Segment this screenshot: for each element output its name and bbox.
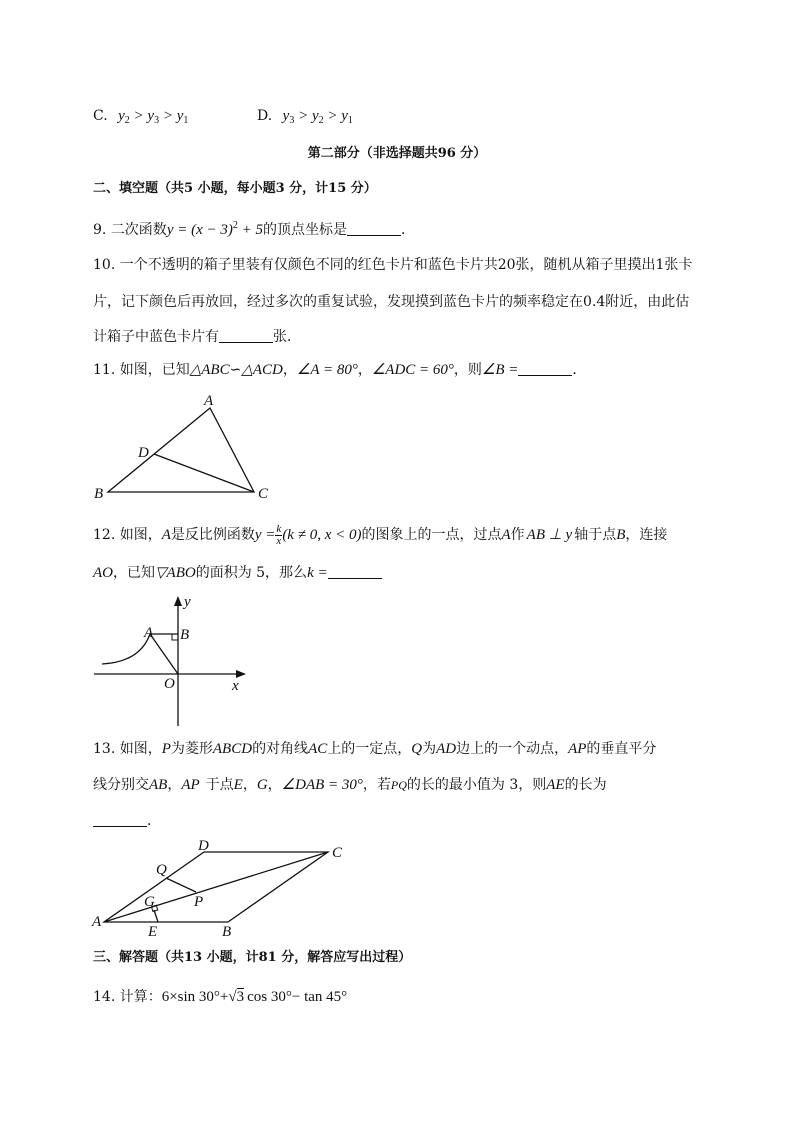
section3-title: 三、解答题（共13 小题，计81 分，解答应写出过程） bbox=[93, 950, 412, 965]
section2-title: 二、填空题（共5 小题，每小题3 分，计15 分） bbox=[93, 181, 377, 196]
q9-number: 9. bbox=[93, 222, 107, 238]
q13-line-2: 线分别交AB，AP 于点E，G，∠DAB = 30°，若PQ的长的最小值为 3，则AE的长为 bbox=[93, 777, 607, 793]
q10-line-1: 10. 一个不透明的箱子里装有仅颜色不同的红色卡片和蓝色卡片共20张，随机从箱子里摸出1张卡 bbox=[93, 257, 693, 273]
segment-ge bbox=[154, 910, 158, 922]
label-d: D bbox=[138, 445, 149, 461]
segment-dc bbox=[154, 454, 254, 492]
q12-line-2: AO，已知▽ABO的面积为 5，那么k = bbox=[93, 563, 382, 583]
label-x: x bbox=[232, 678, 239, 694]
label-c: C bbox=[332, 845, 343, 861]
q13-line-1: 13. 如图，P为菱形ABCD的对角线AC上的一定点，Q为AD边上的一个动点，AP的垂直平分 bbox=[93, 741, 657, 757]
q9-formula: $y = (x - 3)^2 + 5$ bbox=[166, 220, 263, 238]
label-q: Q bbox=[156, 862, 167, 878]
label-e: E bbox=[148, 924, 158, 940]
q10-line-3: 计箱子中蓝色卡片有 张． bbox=[93, 329, 301, 345]
label-b: B bbox=[180, 627, 190, 643]
label-a: A bbox=[92, 914, 102, 930]
q12-line-1: 12. 如图，A是反比例函数y = $\frac{k}{x}$ (k ≠ 0, x < 0)的图象上的一点，过点A作 AB ⊥ y 轴于点B，连接 bbox=[93, 522, 668, 547]
question-9: 9. 二次函数$y = (x - 3)^2 + 5$的顶点坐标是 ． bbox=[93, 220, 415, 238]
label-b: B bbox=[94, 486, 104, 502]
label-a: A bbox=[144, 625, 154, 641]
q9-answer-blank[interactable] bbox=[347, 221, 401, 236]
triangle-abc bbox=[108, 408, 254, 492]
option-c bbox=[93, 106, 188, 131]
q13-answer-blank[interactable] bbox=[93, 812, 147, 827]
question-14: 14. 计算：6×sin 30°+√3 cos 30°− tan 45° bbox=[93, 989, 348, 1005]
q13-rhombus-figure bbox=[88, 836, 358, 940]
y-axis-arrow bbox=[174, 596, 182, 606]
label-a: A bbox=[204, 393, 214, 409]
label-y: y bbox=[184, 594, 191, 610]
option-d-expression: $y_3 > y_2 > y_1$ bbox=[282, 108, 353, 126]
label-b: B bbox=[222, 924, 232, 940]
option-c-label: C. bbox=[93, 108, 108, 124]
label-g: G bbox=[144, 894, 155, 910]
q12-answer-blank[interactable] bbox=[328, 564, 382, 579]
option-d-label: D. bbox=[257, 108, 273, 124]
q9-pre: 二次函数 bbox=[110, 222, 167, 238]
q11-answer-blank[interactable] bbox=[518, 361, 572, 376]
q10-line-2: 片，记下颜色后再放回，经过多次的重复试验，发现摸到蓝色卡片的频率稳定在0.4附近，由此估 bbox=[93, 294, 690, 310]
label-d: D bbox=[198, 838, 209, 854]
right-angle-mark bbox=[172, 634, 178, 640]
option-d bbox=[257, 106, 353, 131]
part2-title: 第二部分（非选择题共96 分） bbox=[307, 146, 487, 161]
q9-post: 的顶点坐标是 bbox=[263, 222, 347, 238]
sqrt-symbol: √ bbox=[228, 989, 237, 1005]
label-o: O bbox=[164, 676, 175, 692]
q13-line-3: ． bbox=[93, 811, 161, 831]
segment-qp bbox=[166, 878, 196, 892]
q11-triangle-figure bbox=[88, 388, 288, 504]
label-c: C bbox=[258, 486, 269, 502]
x-axis-arrow bbox=[236, 670, 246, 678]
label-p: P bbox=[194, 894, 204, 910]
question-11: 11. 如图，已知△ABC∽△ACD，∠A = 80°，∠ADC = 60°，则∠B = ． bbox=[93, 362, 587, 378]
q12-fraction: $\frac{k}{x}$ bbox=[276, 522, 282, 547]
hyperbola-curve bbox=[102, 634, 150, 664]
option-c-expression: $y_2 > y_3 > y_1$ bbox=[118, 108, 189, 126]
q10-answer-blank[interactable] bbox=[219, 328, 273, 343]
q12-coordinate-figure bbox=[88, 590, 258, 730]
diagonal-ac bbox=[104, 852, 328, 922]
